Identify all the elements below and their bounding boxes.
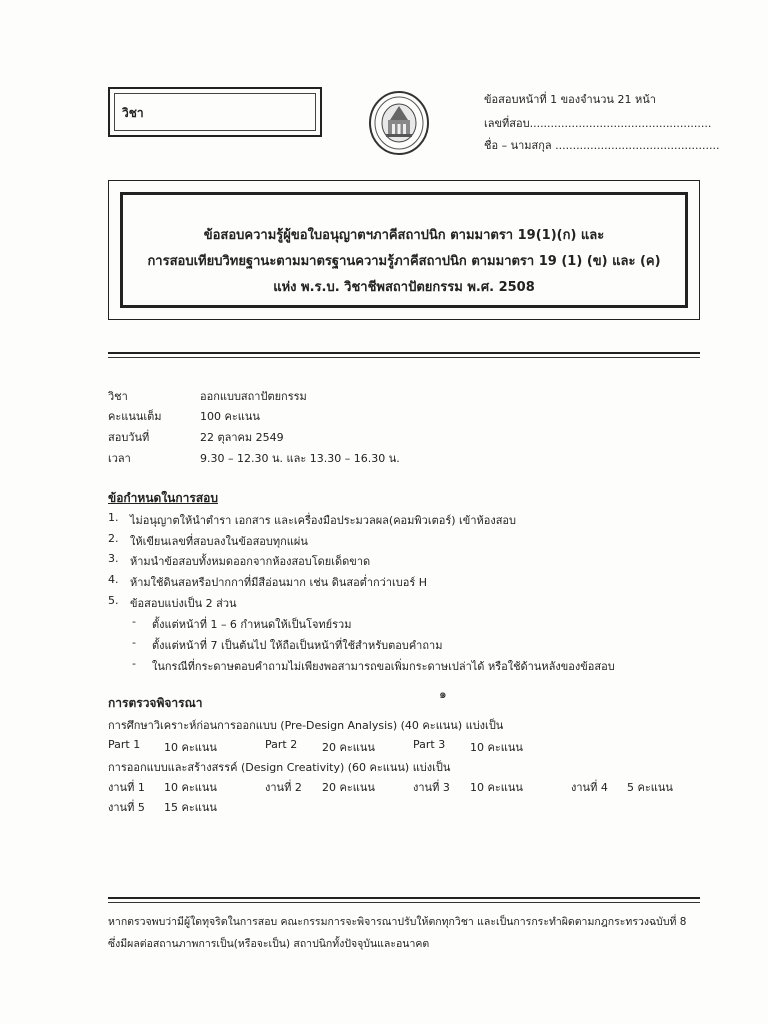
council-seal	[368, 90, 430, 156]
seal-icon	[368, 90, 430, 156]
divider-top-thin	[108, 357, 700, 358]
info-value-fullscore: 100 คะแนน	[200, 410, 260, 423]
rules-heading: ข้อกำหนดในการสอบ	[108, 491, 218, 505]
rule-number: 3.	[108, 552, 119, 565]
part-label: Part 3	[413, 738, 446, 751]
info-value-time: 9.30 – 12.30 น. และ 13.30 – 16.30 น.	[200, 452, 400, 465]
info-key-date: สอบวันที่	[108, 431, 150, 444]
subject-label: วิชา	[122, 106, 144, 120]
name-field: ชื่อ – นามสกุล ...............................................	[484, 139, 720, 152]
sub-item-text: ตั้งแต่หน้าที่ 7 เป็นต้นไป ให้ถือเป็นหน้าที่ใช้สำหรับตอบคำถาม	[152, 639, 443, 652]
sub-bullet: -	[132, 657, 136, 670]
sub-item-text: ตั้งแต่หน้าที่ 1 – 6 กำหนดให้เป็นโจทย์รวม	[152, 618, 352, 631]
footer-line-1: หากตรวจพบว่ามีผู้ใดทุจริตในการสอบ คณะกรรมการจะพิจารณาปรับให้ตกทุกวิชา และเป็นการกระทำผิดตามกฎกระทรวงฉบับที่ 8	[108, 916, 687, 928]
task-label: งานที่ 1	[108, 781, 145, 794]
task-score: 10 คะแนน	[470, 781, 523, 794]
task-label: งานที่ 4	[571, 781, 608, 794]
part-label: Part 2	[265, 738, 298, 751]
sub-bullet: -	[132, 615, 136, 628]
part-label: Part 1	[108, 738, 141, 751]
divider-bottom-thin	[108, 902, 700, 903]
rule-text: ข้อสอบแบ่งเป็น 2 ส่วน	[130, 597, 237, 610]
task-score: 5 คะแนน	[627, 781, 673, 794]
rule-text: ห้ามนำข้อสอบทั้งหมดออกจากห้องสอบโดยเด็ดขาด	[130, 555, 371, 568]
info-key-time: เวลา	[108, 452, 131, 465]
title-line-1: ข้อสอบความรู้ผู้ขอใบอนุญาตฯภาคีสถาปนิก ตามมาตรา 19(1)(ก) และ	[203, 228, 605, 243]
footer-line-2: ซึ่งมีผลต่อสถานภาพการเป็น(หรือจะเป็น) สถาปนิกทั้งปัจจุบันและอนาคต	[108, 938, 430, 950]
rule-number: 5.	[108, 594, 119, 607]
rule-number: 2.	[108, 532, 119, 545]
part-score: 10 คะแนน	[470, 741, 523, 754]
creativity-line: การออกแบบและสร้างสรรค์ (Design Creativity) (60 คะแนน) แบ่งเป็น	[108, 761, 451, 774]
predesign-line: การศึกษาวิเคราะห์ก่อนการออกแบบ (Pre-Design Analysis) (40 คะแนน) แบ่งเป็น	[108, 719, 504, 732]
task-label: งานที่ 5	[108, 801, 145, 814]
subject-box	[108, 87, 322, 137]
divider-bottom	[108, 897, 700, 899]
rule-text: ห้ามใช้ดินสอหรือปากกาที่มีสีอ่อนมาก เช่น ดินสอต่ำกว่าเบอร์ H	[130, 576, 428, 589]
info-key-subject: วิชา	[108, 390, 128, 403]
page-info: ข้อสอบหน้าที่ 1 ของจำนวน 21 หน้า	[484, 93, 656, 106]
sub-bullet: -	[132, 636, 136, 649]
rule-text: ไม่อนุญาตให้นำตำรา เอกสาร และเครื่องมือประมวลผล(คอมพิวเตอร์) เข้าห้องสอบ	[130, 514, 517, 527]
task-label: งานที่ 3	[413, 781, 450, 794]
divider-top	[108, 352, 700, 354]
task-score: 15 คะแนน	[164, 801, 217, 814]
info-key-fullscore: คะแนนเต็ม	[108, 410, 162, 423]
exam-number-field: เลขที่สอบ....................................................	[484, 117, 712, 130]
task-score: 20 คะแนน	[322, 781, 375, 794]
info-value-subject: ออกแบบสถาปัตยกรรม	[200, 390, 307, 403]
title-line-3: แห่ง พ.ร.บ. วิชาชีพสถาปัตยกรรม พ.ศ. 2508	[273, 280, 535, 295]
subject-box-inner-border	[114, 93, 316, 131]
rule-number: 4.	[108, 573, 119, 586]
task-label: งานที่ 2	[265, 781, 302, 794]
task-score: 10 คะแนน	[164, 781, 217, 794]
sub-item-text: ในกรณีที่กระดาษตอบคำถามไม่เพียงพอสามารถขอเพิ่มกระดาษเปล่าได้ หรือใช้ด้านหลังของข้อสอบ	[152, 660, 615, 673]
part-score: 20 คะแนน	[322, 741, 375, 754]
part-score: 10 คะแนน	[164, 741, 217, 754]
rule-number: 1.	[108, 511, 119, 524]
title-box	[108, 180, 700, 320]
thai-page-mark: ๑	[439, 687, 447, 701]
title-box-inner-border	[120, 192, 688, 308]
title-line-2: การสอบเทียบวิทยฐานะตามมาตรฐานความรู้ภาคีสถาปนิก ตามมาตรา 19 (1) (ข) และ (ค)	[147, 254, 661, 269]
rule-text: ให้เขียนเลขที่สอบลงในข้อสอบทุกแผ่น	[130, 535, 308, 548]
info-value-date: 22 ตุลาคม 2549	[200, 431, 284, 444]
grading-heading: การตรวจพิจารณา	[108, 696, 203, 710]
